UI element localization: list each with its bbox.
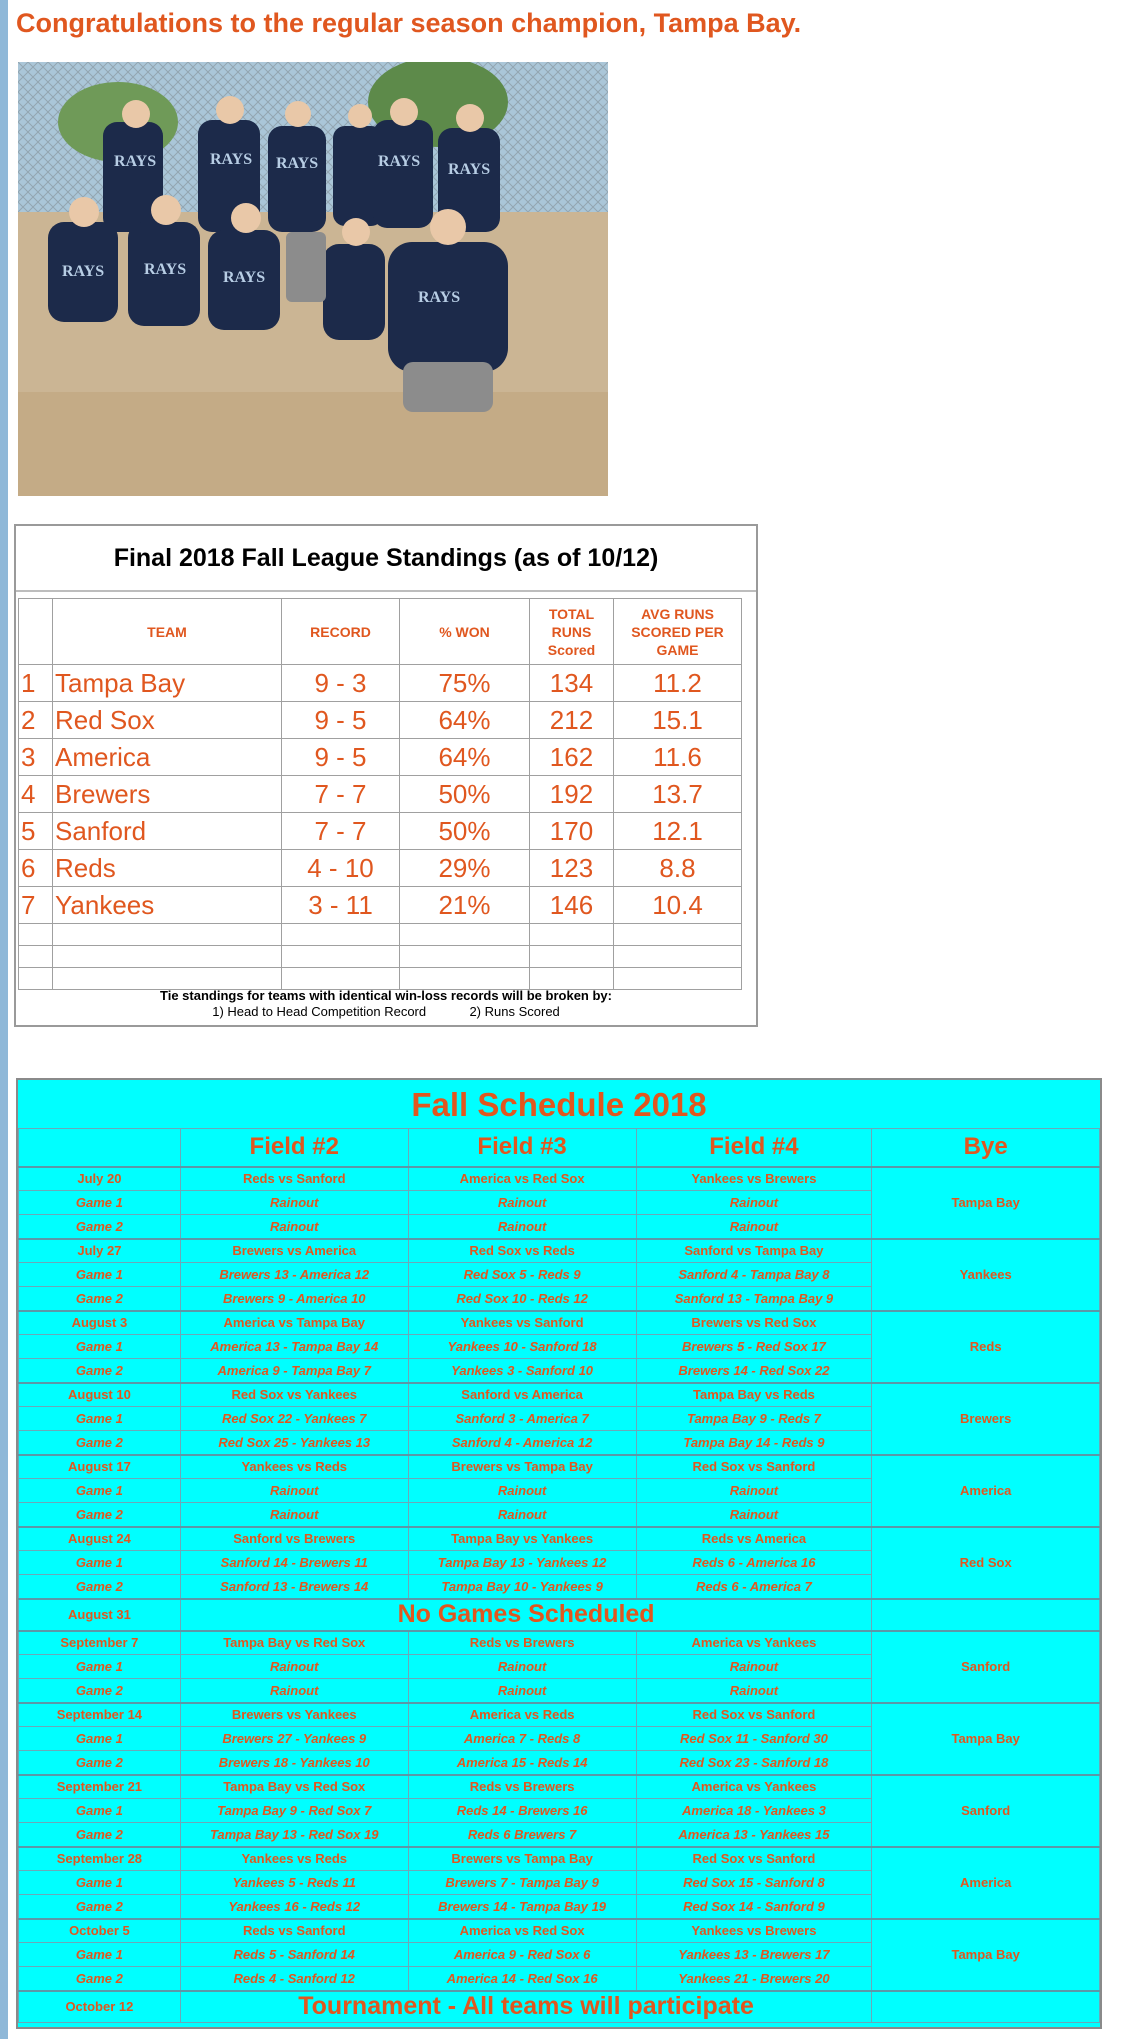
game-result: Brewers 7 - Tampa Bay 9	[408, 1871, 636, 1895]
field-2-header: Field #2	[180, 1129, 408, 1167]
field-2-matchup: Yankees vs Reds	[180, 1847, 408, 1871]
game-result: Sanford 14 - Brewers 11	[180, 1551, 408, 1575]
game-result: Reds 6 Brewers 7	[408, 1823, 636, 1847]
special-date: August 31	[19, 1599, 181, 1631]
game-result: Rainout	[180, 1655, 408, 1679]
game-result: Sanford 3 - America 7	[408, 1407, 636, 1431]
week-row	[19, 1527, 1100, 1551]
field-3-matchup: America vs Red Sox	[408, 1919, 636, 1943]
game-result: Red Sox 23 - Sanford 18	[636, 1751, 872, 1775]
avg-runs: 13.7	[614, 776, 742, 813]
special-row	[19, 1991, 1100, 2023]
field-2-matchup: Tampa Bay vs Red Sox	[180, 1631, 408, 1655]
bye-header: Bye	[872, 1129, 1100, 1167]
game-label: Game 1	[19, 1943, 181, 1967]
field-2-matchup: Brewers vs America	[180, 1239, 408, 1263]
standings-title: Final 2018 Fall League Standings (as of 10/12)	[16, 530, 756, 592]
record: 9 - 5	[282, 702, 400, 739]
rank: 1	[19, 665, 53, 702]
field-4-matchup: Brewers vs Red Sox	[636, 1311, 872, 1335]
standings-blank-row	[19, 924, 742, 946]
standings-header-row	[19, 599, 742, 665]
game-result: Brewers 18 - Yankees 10	[180, 1751, 408, 1775]
week-date: September 7	[19, 1631, 181, 1655]
date-header	[19, 1129, 181, 1167]
game-label: Game 2	[19, 1679, 181, 1703]
game-result: Red Sox 14 - Sanford 9	[636, 1895, 872, 1919]
game-result: Yankees 10 - Sanford 18	[408, 1335, 636, 1359]
win-percent: 64%	[400, 702, 530, 739]
game-label: Game 2	[19, 1287, 181, 1311]
game-result: Brewers 13 - America 12	[180, 1263, 408, 1287]
week-date: September 21	[19, 1775, 181, 1799]
svg-text:RAYS: RAYS	[144, 261, 187, 278]
team-name: Yankees	[53, 887, 282, 924]
game-result: Rainout	[180, 1679, 408, 1703]
congrats-heading: Congratulations to the regular season champion, Tampa Bay.	[16, 8, 802, 38]
game-label: Game 2	[19, 1575, 181, 1599]
game-result: Reds 5 - Sanford 14	[180, 1943, 408, 1967]
week-date: August 17	[19, 1455, 181, 1479]
game-result: Sanford 13 - Tampa Bay 9	[636, 1287, 872, 1311]
game-result: America 9 - Tampa Bay 7	[180, 1359, 408, 1383]
game-result: Rainout	[636, 1655, 872, 1679]
bye-team: Tampa Bay	[872, 1703, 1100, 1775]
svg-text:RAYS: RAYS	[418, 289, 461, 306]
standings-blank-row	[19, 946, 742, 968]
svg-text:RAYS: RAYS	[62, 263, 105, 280]
game-label: Game 1	[19, 1799, 181, 1823]
field-4-matchup: Yankees vs Brewers	[636, 1167, 872, 1191]
field-4-matchup: America vs Yankees	[636, 1775, 872, 1799]
tie-rule-2: 2) Runs Scored	[469, 1004, 560, 1019]
bye-team: Sanford	[872, 1775, 1100, 1847]
svg-text:RAYS: RAYS	[276, 155, 319, 172]
game-label: Game 1	[19, 1263, 181, 1287]
field-4-matchup: Red Sox vs Sanford	[636, 1455, 872, 1479]
game-result: Brewers 14 - Tampa Bay 19	[408, 1895, 636, 1919]
game-label: Game 1	[19, 1871, 181, 1895]
field-3-matchup: Brewers vs Tampa Bay	[408, 1455, 636, 1479]
field-2-matchup: Brewers vs Yankees	[180, 1703, 408, 1727]
field-3-matchup: Reds vs Brewers	[408, 1775, 636, 1799]
game-result: Tampa Bay 13 - Yankees 12	[408, 1551, 636, 1575]
game-result: Rainout	[408, 1503, 636, 1527]
avg-header: AVG RUNS SCORED PER GAME	[614, 599, 742, 665]
schedule-title: Fall Schedule 2018	[411, 1086, 707, 1123]
field-3-matchup: America vs Reds	[408, 1703, 636, 1727]
game-label: Game 2	[19, 1215, 181, 1239]
win-percent: 50%	[400, 776, 530, 813]
tie-note-heading: Tie standings for teams with identical win-loss records will be broken by:	[160, 988, 612, 1003]
game-label: Game 1	[19, 1479, 181, 1503]
week-date: August 3	[19, 1311, 181, 1335]
week-date: July 20	[19, 1167, 181, 1191]
game-result: Rainout	[180, 1503, 408, 1527]
game-result: Reds 6 - America 7	[636, 1575, 872, 1599]
game-result: Brewers 14 - Red Sox 22	[636, 1359, 872, 1383]
week-row	[19, 1311, 1100, 1335]
record: 9 - 3	[282, 665, 400, 702]
schedule-panel	[16, 1078, 1102, 2029]
game-result: America 9 - Red Sox 6	[408, 1943, 636, 1967]
field-3-matchup: Reds vs Brewers	[408, 1631, 636, 1655]
team-name: Brewers	[53, 776, 282, 813]
game-label: Game 1	[19, 1335, 181, 1359]
bye-team: Sanford	[872, 1631, 1100, 1703]
schedule-header-row	[19, 1129, 1100, 1167]
runs-header: TOTAL RUNS Scored	[530, 599, 614, 665]
field-4-matchup: Red Sox vs Sanford	[636, 1703, 872, 1727]
game-result: Rainout	[636, 1191, 872, 1215]
bye-team: America	[872, 1847, 1100, 1919]
week-row	[19, 1847, 1100, 1871]
rank: 4	[19, 776, 53, 813]
game-label: Game 2	[19, 1503, 181, 1527]
bye-team: Brewers	[872, 1383, 1100, 1455]
game-result: Tampa Bay 9 - Reds 7	[636, 1407, 872, 1431]
team-name: Red Sox	[53, 702, 282, 739]
total-runs: 192	[530, 776, 614, 813]
field-3-matchup: America vs Red Sox	[408, 1167, 636, 1191]
game-result: Brewers 9 - America 10	[180, 1287, 408, 1311]
tie-rules	[16, 1004, 756, 1020]
week-row	[19, 1383, 1100, 1407]
game-result: Red Sox 22 - Yankees 7	[180, 1407, 408, 1431]
week-row	[19, 1455, 1100, 1479]
bye-team: Tampa Bay	[872, 1167, 1100, 1239]
game-result: Reds 4 - Sanford 12	[180, 1967, 408, 1991]
win-percent: 21%	[400, 887, 530, 924]
week-row	[19, 1919, 1100, 1943]
game-result: Reds 6 - America 16	[636, 1551, 872, 1575]
rank: 7	[19, 887, 53, 924]
total-runs: 134	[530, 665, 614, 702]
total-runs: 212	[530, 702, 614, 739]
avg-runs: 15.1	[614, 702, 742, 739]
game-result: Sanford 4 - Tampa Bay 8	[636, 1263, 872, 1287]
game-result: Tampa Bay 10 - Yankees 9	[408, 1575, 636, 1599]
game-result: Red Sox 5 - Reds 9	[408, 1263, 636, 1287]
game-label: Game 1	[19, 1191, 181, 1215]
game-result: Reds 14 - Brewers 16	[408, 1799, 636, 1823]
game-result: Brewers 5 - Red Sox 17	[636, 1335, 872, 1359]
total-runs: 170	[530, 813, 614, 850]
left-border	[0, 0, 8, 2039]
record: 3 - 11	[282, 887, 400, 924]
game-result: Sanford 13 - Brewers 14	[180, 1575, 408, 1599]
game-label: Game 1	[19, 1655, 181, 1679]
week-date: September 28	[19, 1847, 181, 1871]
rank-header	[19, 599, 53, 665]
total-runs: 162	[530, 739, 614, 776]
rank: 2	[19, 702, 53, 739]
week-date: August 24	[19, 1527, 181, 1551]
standings-row	[19, 739, 742, 776]
game-result: Tampa Bay 9 - Red Sox 7	[180, 1799, 408, 1823]
field-2-matchup: America vs Tampa Bay	[180, 1311, 408, 1335]
team-photo	[18, 62, 608, 496]
game-result: Brewers 27 - Yankees 9	[180, 1727, 408, 1751]
field-2-matchup: Red Sox vs Yankees	[180, 1383, 408, 1407]
special-note: Tournament - All teams will participate	[180, 1991, 872, 2023]
avg-runs: 11.6	[614, 739, 742, 776]
field-2-matchup: Sanford vs Brewers	[180, 1527, 408, 1551]
standings-row	[19, 887, 742, 924]
record: 4 - 10	[282, 850, 400, 887]
game-result: Rainout	[408, 1215, 636, 1239]
week-date: July 27	[19, 1239, 181, 1263]
record-header: RECORD	[282, 599, 400, 665]
bye-team: Red Sox	[872, 1527, 1100, 1599]
standings-blank-row	[19, 968, 742, 990]
game-result: Rainout	[180, 1215, 408, 1239]
field-2-matchup: Yankees vs Reds	[180, 1455, 408, 1479]
game-result: Yankees 3 - Sanford 10	[408, 1359, 636, 1383]
rank: 3	[19, 739, 53, 776]
schedule-table	[18, 1128, 1100, 2023]
game-result: Rainout	[636, 1679, 872, 1703]
bye-team: Yankees	[872, 1239, 1100, 1311]
game-label: Game 1	[19, 1727, 181, 1751]
game-result: Yankees 13 - Brewers 17	[636, 1943, 872, 1967]
standings-panel	[14, 524, 758, 1027]
game-result: Rainout	[636, 1215, 872, 1239]
record: 7 - 7	[282, 813, 400, 850]
team-name: Reds	[53, 850, 282, 887]
game-result: Yankees 5 - Reds 11	[180, 1871, 408, 1895]
win-percent: 64%	[400, 739, 530, 776]
field-4-header: Field #4	[636, 1129, 872, 1167]
svg-text:RAYS: RAYS	[114, 153, 157, 170]
game-result: America 7 - Reds 8	[408, 1727, 636, 1751]
game-label: Game 2	[19, 1823, 181, 1847]
game-label: Game 2	[19, 1359, 181, 1383]
svg-text:RAYS: RAYS	[378, 153, 421, 170]
win-percent: 75%	[400, 665, 530, 702]
game-result: Yankees 21 - Brewers 20	[636, 1967, 872, 1991]
game-label: Game 2	[19, 1431, 181, 1455]
game-result: Yankees 16 - Reds 12	[180, 1895, 408, 1919]
avg-runs: 8.8	[614, 850, 742, 887]
standings-row	[19, 665, 742, 702]
game-result: Rainout	[408, 1655, 636, 1679]
record: 7 - 7	[282, 776, 400, 813]
week-row	[19, 1167, 1100, 1191]
avg-runs: 11.2	[614, 665, 742, 702]
standings-row	[19, 776, 742, 813]
svg-text:RAYS: RAYS	[210, 151, 253, 168]
team-name: Tampa Bay	[53, 665, 282, 702]
game-label: Game 2	[19, 1967, 181, 1991]
standings-table	[18, 598, 742, 990]
field-2-matchup: Reds vs Sanford	[180, 1167, 408, 1191]
won-header: % WON	[400, 599, 530, 665]
total-runs: 146	[530, 887, 614, 924]
standings-row	[19, 813, 742, 850]
special-row	[19, 1599, 1100, 1631]
game-result: Rainout	[180, 1479, 408, 1503]
bye-team: Reds	[872, 1311, 1100, 1383]
game-result: America 18 - Yankees 3	[636, 1799, 872, 1823]
game-result: America 15 - Reds 14	[408, 1751, 636, 1775]
game-result: Rainout	[636, 1503, 872, 1527]
game-result: Red Sox 15 - Sanford 8	[636, 1871, 872, 1895]
tie-rule-1: 1) Head to Head Competition Record	[212, 1004, 427, 1019]
tie-breaker-note	[16, 988, 756, 1020]
field-3-matchup: Brewers vs Tampa Bay	[408, 1847, 636, 1871]
week-row	[19, 1239, 1100, 1263]
game-result: America 13 - Yankees 15	[636, 1823, 872, 1847]
field-2-matchup: Reds vs Sanford	[180, 1919, 408, 1943]
field-4-matchup: Sanford vs Tampa Bay	[636, 1239, 872, 1263]
field-3-matchup: Tampa Bay vs Yankees	[408, 1527, 636, 1551]
bye-team: Tampa Bay	[872, 1919, 1100, 1991]
field-4-matchup: Tampa Bay vs Reds	[636, 1383, 872, 1407]
week-date: August 10	[19, 1383, 181, 1407]
game-result: Rainout	[408, 1679, 636, 1703]
field-3-matchup: Red Sox vs Reds	[408, 1239, 636, 1263]
week-row	[19, 1775, 1100, 1799]
game-label: Game 2	[19, 1895, 181, 1919]
rank: 5	[19, 813, 53, 850]
week-date: September 14	[19, 1703, 181, 1727]
game-result: Red Sox 25 - Yankees 13	[180, 1431, 408, 1455]
avg-runs: 12.1	[614, 813, 742, 850]
game-result: America 13 - Tampa Bay 14	[180, 1335, 408, 1359]
field-4-matchup: Yankees vs Brewers	[636, 1919, 872, 1943]
game-result: Tampa Bay 14 - Reds 9	[636, 1431, 872, 1455]
avg-runs: 10.4	[614, 887, 742, 924]
special-date: October 12	[19, 1991, 181, 2023]
game-result: Rainout	[180, 1191, 408, 1215]
svg-text:RAYS: RAYS	[448, 161, 491, 178]
team-header: TEAM	[53, 599, 282, 665]
game-result: Sanford 4 - America 12	[408, 1431, 636, 1455]
rank: 6	[19, 850, 53, 887]
field-4-matchup: America vs Yankees	[636, 1631, 872, 1655]
win-percent: 50%	[400, 813, 530, 850]
bye-team: America	[872, 1455, 1100, 1527]
standings-row	[19, 702, 742, 739]
field-3-matchup: Sanford vs America	[408, 1383, 636, 1407]
week-date: October 5	[19, 1919, 181, 1943]
record: 9 - 5	[282, 739, 400, 776]
week-row	[19, 1703, 1100, 1727]
week-row	[19, 1631, 1100, 1655]
field-3-matchup: Yankees vs Sanford	[408, 1311, 636, 1335]
standings-row	[19, 850, 742, 887]
field-3-header: Field #3	[408, 1129, 636, 1167]
team-name: Sanford	[53, 813, 282, 850]
special-bye	[872, 1599, 1100, 1631]
game-result: Rainout	[408, 1191, 636, 1215]
svg-text:RAYS: RAYS	[223, 269, 266, 286]
win-percent: 29%	[400, 850, 530, 887]
game-label: Game 1	[19, 1551, 181, 1575]
game-label: Game 2	[19, 1751, 181, 1775]
game-result: Tampa Bay 13 - Red Sox 19	[180, 1823, 408, 1847]
total-runs: 123	[530, 850, 614, 887]
game-result: Rainout	[636, 1479, 872, 1503]
field-4-matchup: Reds vs America	[636, 1527, 872, 1551]
game-result: Red Sox 10 - Reds 12	[408, 1287, 636, 1311]
game-result: Rainout	[408, 1479, 636, 1503]
game-label: Game 1	[19, 1407, 181, 1431]
field-4-matchup: Red Sox vs Sanford	[636, 1847, 872, 1871]
special-note: No Games Scheduled	[180, 1599, 872, 1631]
game-result: America 14 - Red Sox 16	[408, 1967, 636, 1991]
special-bye	[872, 1991, 1100, 2023]
game-result: Red Sox 11 - Sanford 30	[636, 1727, 872, 1751]
field-2-matchup: Tampa Bay vs Red Sox	[180, 1775, 408, 1799]
team-name: America	[53, 739, 282, 776]
